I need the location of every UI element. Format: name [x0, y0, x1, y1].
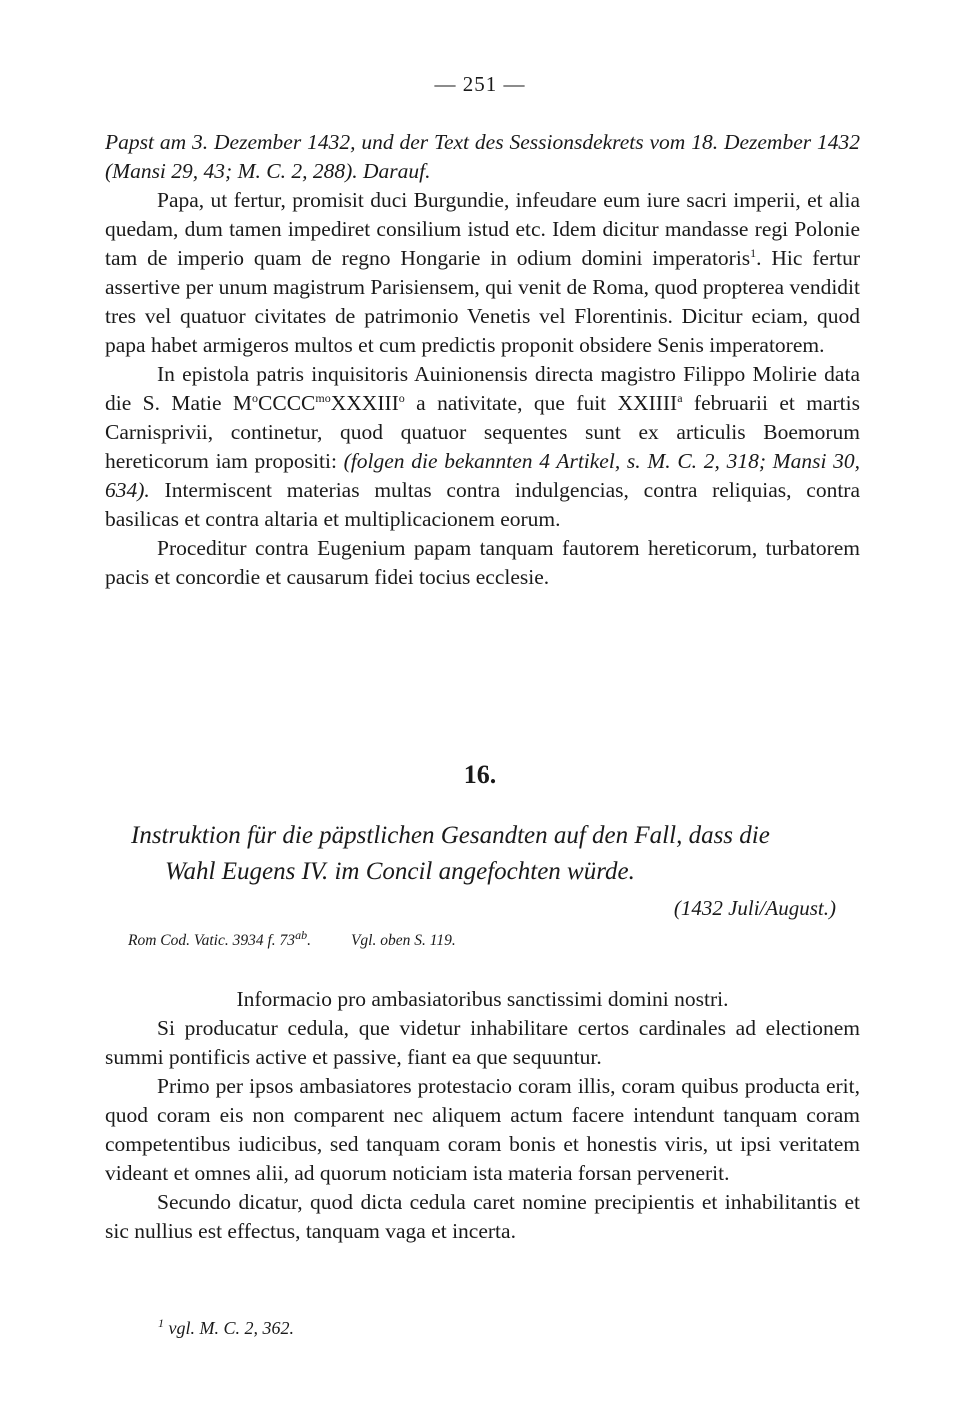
paragraph-papa — [105, 186, 860, 360]
page-number: — 251 — — [434, 72, 526, 96]
section-title-line-1: Instruktion für die päpstlichen Gesandten auf den Fall, dass die — [131, 822, 770, 849]
paragraph-secundo: Secundo dicatur, quod dicta cedula caret nomine precipientis et inhabilitantis et sic nullius est effectus, tanquam vaga et incerta. — [105, 1190, 860, 1243]
paragraph-papa-text-b: . Hic fertur assertive per unum magistrum Parisiensem, qui venit de Roma, quod propterea vendidit tres vel quatuor civitates de patrimonio Venetis vel Florentinis. Dicitur eciam, quod papa habet armigeros multos et cum predictis proponit obsidere Senis imperatorem. — [105, 246, 860, 357]
paragraph-proceditur: Proceditur contra Eugenium papam tanquam fautorem hereticorum, turbatorem pacis et concordie et causarum fidei tocius ecclesie. — [105, 536, 860, 589]
footnote-text: vgl. M. C. 2, 362. — [164, 1318, 294, 1338]
section-title-line-2: Wahl Eugens IV. im Concil angefochten würde. — [165, 858, 635, 885]
epistola-sup-1: o — [252, 390, 259, 405]
footnote-number: 1 — [158, 1316, 164, 1330]
source-citation: Rom Cod. Vatic. 3934 f. 73 — [128, 932, 296, 949]
epistola-text-b: CCCC — [258, 391, 316, 415]
section-title — [105, 818, 860, 890]
epistola-italic-note: (folgen die bekannten 4 Artikel, s. M. C. 2, 318; Mansi 30, 634). — [105, 449, 860, 502]
epistola-text-f: Intermiscent materias multas contra indulgencias, contra reliquias, contra basilicas et contra altaria et multiplicacionem eorum. — [105, 478, 860, 531]
epistola-sup-3: o — [398, 390, 405, 405]
epistola-text-a: In epistola patris inquisitoris Auinionensis directa magistro Filippo Molirie data die S. Matie M — [105, 362, 860, 415]
paragraph-si-producatur: Si producatur cedula, que videtur inhabilitare certos cardinales ad electionem summi pontificis active et passive, fiant ea que sequuntur. — [105, 1016, 860, 1069]
epistola-text-d: a nativitate, que fuit XXIIII — [404, 391, 678, 415]
epistola-sup-4: a — [677, 390, 683, 405]
paragraph-papa-text-a: Papa, ut fertur, promisit duci Burgundie, infeudare eum iure sacri imperii, et alia quedam, dum tamen impediret consilium istud etc. Idem dicitur mandasse regi Polonie tam de imperio quam de regno Hongarie in odium domini imperatoris — [105, 188, 860, 270]
cross-reference: Vgl. oben S. 119. — [350, 932, 456, 949]
top-text-block — [105, 128, 860, 592]
intro-italic-paragraph: Papst am 3. Dezember 1432, und der Text des Sessionsdekrets vom 18. Dezember 1432 (Mansi 29, 43; M. C. 2, 288). Darauf. — [105, 130, 860, 183]
paragraph-epistola — [105, 360, 860, 534]
paragraph-primo: Primo per ipsos ambasiatores protestacio coram illis, coram quibus producta erit, quod coram eis non comparent nec aliquem actum facere intendunt tanquam coram competentibus iudicibus, sed tanquam coram bonis et honestis viris, ut ipsi veritatem videant et omnes alii, ad quorum noticiam ista materia forsan pervenerit. — [105, 1074, 860, 1185]
footnote-marker: 1 — [750, 245, 757, 260]
source-sup: ab — [295, 927, 308, 942]
bottom-text-block — [105, 985, 860, 1246]
footnote — [158, 1318, 294, 1339]
section-number: 16. — [463, 760, 497, 789]
section-date: (1432 Juli/August.) — [673, 896, 836, 920]
source-line — [128, 927, 456, 950]
source-citation-end: . — [307, 932, 311, 949]
epistola-text-e: februarii et martis Carnisprivii, continetur, quod quatuor sequentes sunt ex articulis Boemorum hereticorum iam propositi: — [105, 391, 860, 473]
epistola-text-c: XXXIII — [330, 391, 399, 415]
epistola-sup-2: mo — [315, 390, 331, 405]
informacio-heading: Informacio pro ambasiatoribus sanctissimi domini nostri. — [236, 987, 729, 1011]
